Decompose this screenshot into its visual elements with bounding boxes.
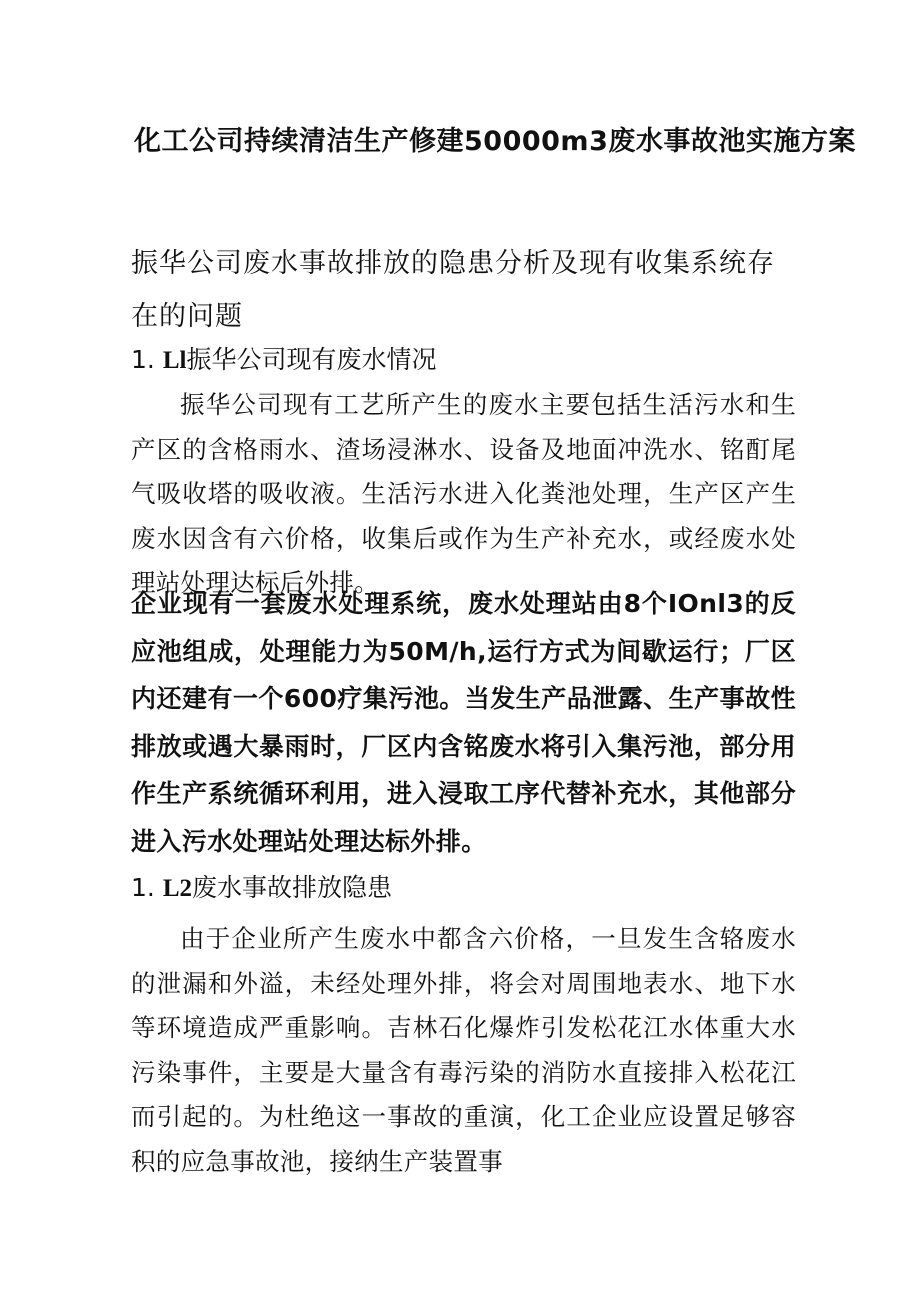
subsection-code: Ll xyxy=(162,347,187,374)
subsection-code: L2 xyxy=(162,875,192,902)
subsection-heading-2 xyxy=(131,868,791,909)
subsection-number: 1. xyxy=(131,345,155,374)
subsection-number: 1. xyxy=(131,873,155,902)
subsection-title: 废水事故排放隐患 xyxy=(192,873,393,902)
section-heading: 振华公司废水事故排放的隐患分析及现有收集系统存在的问题 xyxy=(131,248,775,332)
paragraph-existing-wastewater: 振华公司现有工艺所产生的废水主要包括生活污水和生产区的含格雨水、渣场浸淋水、设备及地面冲洗水、铭酊尾气吸收塔的吸收液。生活污水进入化粪池处理，生产区产生废水因含有六价格，收集后或作为生产补充水，或经废水处理站处理达标后外排。 xyxy=(131,390,796,597)
subsection-heading-1 xyxy=(131,340,791,381)
paragraph-discharge-hazard: 由于企业所产生废水中都含六价格，一旦发生含辂废水的泄漏和外溢，未经处理外排，将会对周围地表水、地下水等环境造成严重影响。吉林石化爆炸引发松花江水体重大水污染事件，主要是大量含有毒污染的消防水直接排入松花江而引起的。为杜绝这一事故的重演，化工企业应设置足够容积的应急事故池，接纳生产装置事 xyxy=(131,924,796,1176)
document-title: 化工公司持续清洁生产修建50000m3废水事故池实施方案 xyxy=(134,126,856,157)
paragraph-treatment-system: 企业现有一套废水处理系统，废水处理站由8个IOnl3的反应池组成，处理能力为50M∕h,运行方式为间歇运行；厂区内还建有一个600疗集污池。当发生产品泄露、生产事故性排放或遇大暴雨时，厂区内含铭废水将引入集污池，部分用作生产系统循环利用，进入浸取工序代替补充水，其他部分进入污水处理站处理达标外排。 xyxy=(131,589,796,856)
subsection-title: 振华公司现有废水情况 xyxy=(186,345,437,374)
